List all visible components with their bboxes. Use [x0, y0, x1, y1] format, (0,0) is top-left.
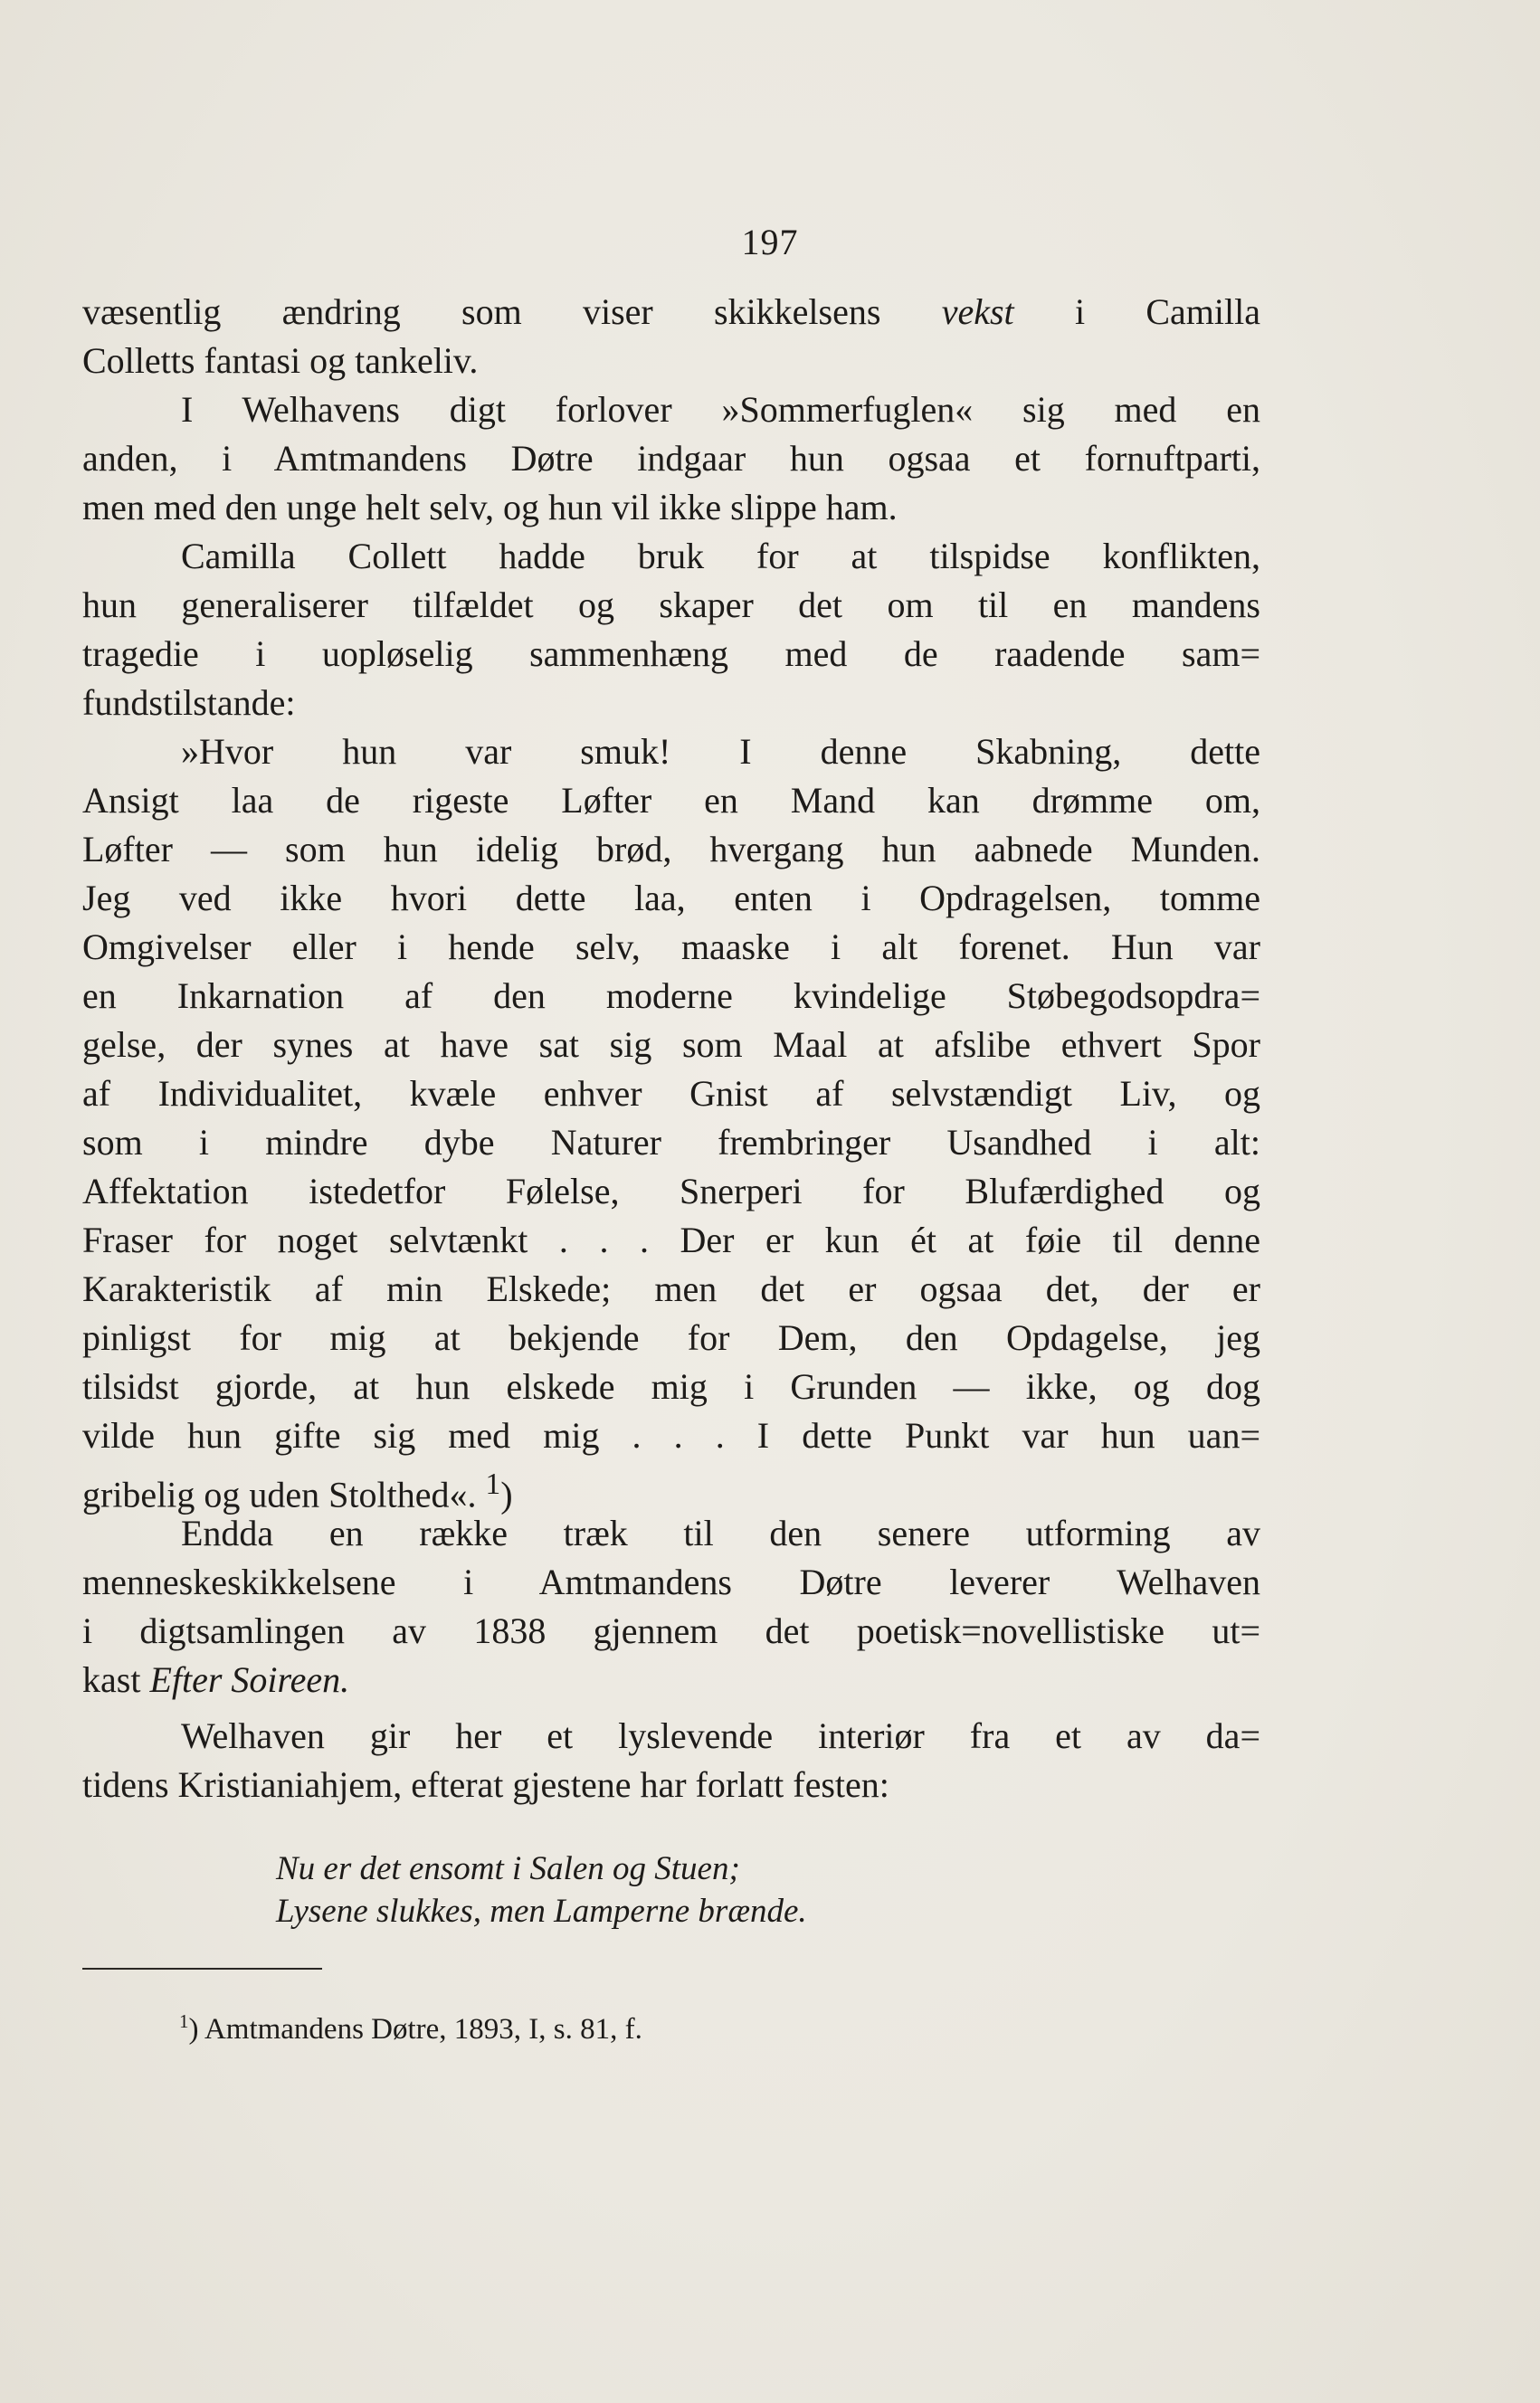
text-line: [82, 1460, 1260, 1515]
text-run: i digtsamlingen av 1838 gjennem det poetisk=novellistiske ut=: [82, 1610, 1260, 1651]
text-run: Welhaven gir her et lyslevende interiør fra et av da=: [181, 1715, 1260, 1756]
text-run: tragedie i uopløselig sammenhæng med de raadende sam=: [82, 633, 1260, 674]
text-run: ): [500, 1474, 513, 1515]
text-run: men med den unge helt selv, og hun vil ikke slippe ham.: [82, 487, 898, 527]
footnote-marker-close: ): [188, 2013, 199, 2046]
text-run: Endda en række træk til den senere utforming av: [181, 1513, 1260, 1553]
text-run: Omgivelser eller i hende selv, maaske i alt forenet. Hun var: [82, 926, 1260, 967]
text-line: [82, 385, 1260, 434]
text-line: [82, 1167, 1260, 1216]
text-line: [82, 923, 1260, 972]
italic-text: Efter Soireen.: [149, 1659, 350, 1700]
text-line: [82, 337, 1260, 385]
footnote-divider: [82, 1968, 322, 1970]
text-line: [82, 1118, 1260, 1167]
text-run: kast: [82, 1659, 150, 1700]
text-run: af Individualitet, kvæle enhver Gnist af selvstændigt Liv, og: [82, 1073, 1260, 1114]
poem-quote: [276, 1847, 807, 1933]
text-line: [82, 972, 1260, 1021]
text-run: tidens Kristianiahjem, efterat gjestene har forlatt festen:: [82, 1764, 889, 1805]
page-number: 197: [741, 222, 799, 262]
text-run: tilsidst gjorde, at hun elskede mig i Grunden — ikke, og dog: [82, 1366, 1260, 1407]
poem-line: Nu er det ensomt i Salen og Stuen;: [276, 1850, 740, 1887]
text-run: Jeg ved ikke hvori dette laa, enten i Opdragelsen, tomme: [82, 878, 1260, 918]
text-line: [82, 874, 1260, 923]
italic-text: vekst: [941, 291, 1014, 332]
text-run: Colletts fantasi og tankeliv.: [82, 340, 479, 381]
footnote: [179, 2001, 642, 2049]
text-run: Camilla Collett hadde bruk for at tilspidse konflikten,: [181, 536, 1260, 576]
text-line: [82, 1712, 1260, 1761]
footnote-text: Amtmandens Døtre, 1893, I, s. 81, f.: [204, 2013, 642, 2046]
text-run: en Inkarnation af den moderne kvindelige Støbegodsopdra=: [82, 975, 1260, 1016]
text-run: vilde hun gifte sig med mig . . . I dette Punkt var hun uan=: [82, 1415, 1260, 1456]
text-line: [82, 1216, 1260, 1265]
text-line: [82, 1558, 1260, 1607]
text-run: Ansigt laa de rigeste Løfter en Mand kan drømme om,: [82, 780, 1260, 821]
text-run: Karakteristik af min Elskede; men det er ogsaa det, der er: [82, 1268, 1260, 1309]
text-run: i Camilla: [1013, 291, 1260, 332]
text-run: I Welhavens digt forlover »Sommerfuglen« sig med en: [181, 389, 1260, 430]
text-line: [82, 630, 1260, 679]
text-run: gelse, der synes at have sat sig som Maal at afslibe ethvert Spor: [82, 1024, 1260, 1065]
text-run: anden, i Amtmandens Døtre indgaar hun ogsaa et fornuftparti,: [82, 438, 1260, 479]
text-run: gribelig og uden Stolthed«.: [82, 1474, 486, 1515]
text-run: »Hvor hun var smuk! I denne Skabning, dette: [181, 731, 1260, 772]
text-run: pinligst for mig at bekjende for Dem, den Opdagelse, jeg: [82, 1317, 1260, 1358]
text-run: Fraser for noget selvtænkt . . . Der er kun ét at føie til denne: [82, 1220, 1260, 1260]
text-line: [82, 288, 1260, 337]
text-line: [82, 532, 1260, 581]
text-line: [82, 1411, 1260, 1460]
text-line: [82, 483, 1260, 532]
text-line: [82, 1363, 1260, 1411]
paragraph-gap: [82, 1705, 1260, 1712]
poem-line: Lysene slukkes, men Lamperne brænde.: [276, 1893, 807, 1930]
text-run: Affektation istedetfor Følelse, Snerperi for Blufærdighed og: [82, 1171, 1260, 1211]
text-line: [82, 581, 1260, 630]
body-text: [82, 288, 1260, 1809]
text-run: fundstilstande:: [82, 682, 296, 723]
text-run: væsentlig ændring som viser skikkelsens: [82, 291, 942, 332]
text-line: [82, 1607, 1260, 1656]
text-line: [82, 679, 1260, 727]
text-line: [82, 825, 1260, 874]
text-line: [82, 434, 1260, 483]
text-line: [82, 1314, 1260, 1363]
text-line: [82, 776, 1260, 825]
text-line: [82, 727, 1260, 776]
text-run: Løfter — som hun idelig brød, hvergang hun aabnede Munden.: [82, 829, 1260, 869]
text-line: [82, 1021, 1260, 1069]
text-run: menneskeskikkelsene i Amtmandens Døtre leverer Welhaven: [82, 1562, 1260, 1602]
footnote-reference: 1: [485, 1467, 501, 1501]
text-line: [82, 1069, 1260, 1118]
text-line: [82, 1761, 1260, 1809]
text-line: [82, 1656, 1260, 1705]
footnote-marker: 1: [179, 2010, 189, 2032]
text-run: som i mindre dybe Naturer frembringer Usandhed i alt:: [82, 1122, 1260, 1163]
text-line: [82, 1265, 1260, 1314]
text-run: hun generaliserer tilfældet og skaper det om til en mandens: [82, 584, 1260, 625]
text-line: [82, 1509, 1260, 1558]
